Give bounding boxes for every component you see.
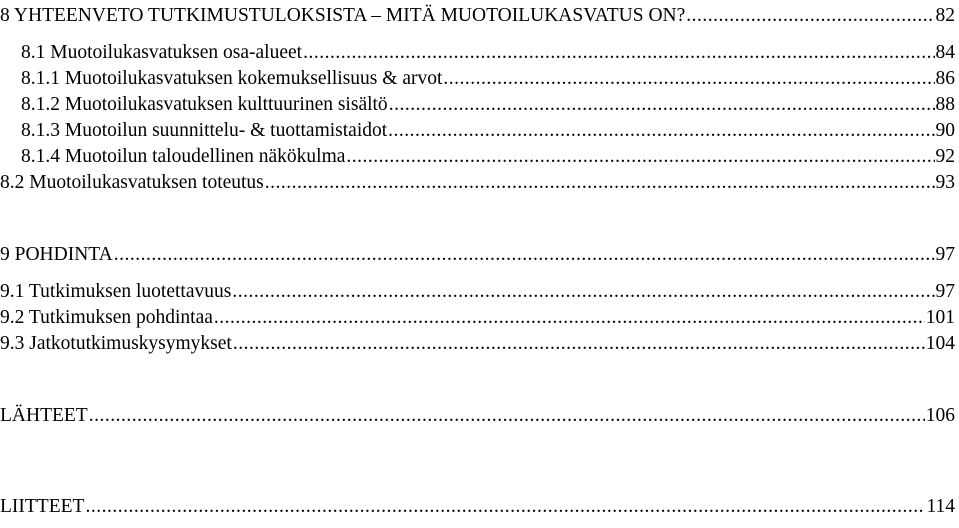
toc-entry-9-1[interactable] [0, 279, 955, 305]
toc-entry-page: 84 [935, 42, 955, 63]
toc-entry-page: 90 [935, 120, 955, 141]
dot-leader [443, 66, 934, 92]
dot-leader [89, 403, 925, 429]
toc-entry-9-2[interactable] [0, 305, 955, 331]
toc-entry-title: 8.1 Muotoilukasvatuksen osa-alueet [21, 42, 303, 63]
toc-entry-title: LÄHTEET [0, 405, 88, 426]
toc-entry-8-1-4[interactable] [21, 144, 955, 170]
toc-entry-page: 106 [925, 405, 955, 426]
toc-entry-8-1-1[interactable] [21, 66, 955, 92]
dot-leader [214, 305, 925, 331]
toc-entry-title: 9.3 Jatkotutkimuskysymykset [0, 333, 232, 354]
toc-entry-chapter-8[interactable] [0, 3, 955, 29]
toc-entry-9-3[interactable] [0, 331, 955, 357]
toc-entry-title: 9.2 Tutkimuksen pohdintaa [0, 307, 213, 328]
dot-leader [686, 3, 934, 29]
dot-leader [265, 170, 935, 196]
toc-entry-page: 101 [925, 307, 955, 328]
toc-entry-title: 9.1 Tutkimuksen luotettavuus [0, 281, 232, 302]
toc-entry-title: 8.2 Muotoilukasvatuksen toteutus [0, 172, 264, 193]
dot-leader [232, 279, 934, 305]
dot-leader [114, 242, 935, 268]
dot-leader [85, 494, 925, 520]
toc-entry-page: 114 [926, 496, 955, 517]
toc-entry-page: 92 [935, 146, 955, 167]
toc-entry-title: 8.1.4 Muotoilun taloudellinen näkökulma [21, 146, 346, 167]
toc-entry-references[interactable] [0, 403, 955, 429]
toc-entry-page: 97 [935, 244, 955, 265]
toc-entry-page: 93 [935, 172, 955, 193]
toc-entry-title: 8.1.3 Muotoilun suunnittelu- & tuottamistaidot [21, 120, 388, 141]
toc-entry-page: 82 [935, 5, 955, 26]
dot-leader [303, 40, 934, 66]
dot-leader [388, 118, 934, 144]
toc-entry-title: 8.1.2 Muotoilukasvatuksen kulttuurinen sisältö [21, 94, 388, 115]
toc-entry-chapter-9[interactable] [0, 242, 955, 268]
toc-entry-8-2[interactable] [0, 170, 955, 196]
toc-entry-title: 8.1.1 Muotoilukasvatuksen kokemuksellisuus & arvot [21, 68, 443, 89]
toc-entry-page: 97 [935, 281, 955, 302]
toc-entry-8-1[interactable] [21, 40, 955, 66]
toc-entry-title: LIITTEET [0, 496, 85, 517]
toc-entry-8-1-3[interactable] [21, 118, 955, 144]
toc-entry-title: 9 POHDINTA [0, 244, 113, 265]
dot-leader [233, 331, 925, 357]
toc-entry-8-1-2[interactable] [21, 92, 955, 118]
dot-leader [346, 144, 934, 170]
toc-entry-page: 86 [935, 68, 955, 89]
toc-entry-page: 104 [925, 333, 955, 354]
toc-entry-page: 88 [935, 94, 955, 115]
dot-leader [389, 92, 935, 118]
toc-entry-appendices[interactable] [0, 494, 955, 520]
toc-entry-title: 8 YHTEENVETO TUTKIMUSTULOKSISTA – MITÄ MUOTOILUKASVATUS ON? [0, 5, 686, 26]
